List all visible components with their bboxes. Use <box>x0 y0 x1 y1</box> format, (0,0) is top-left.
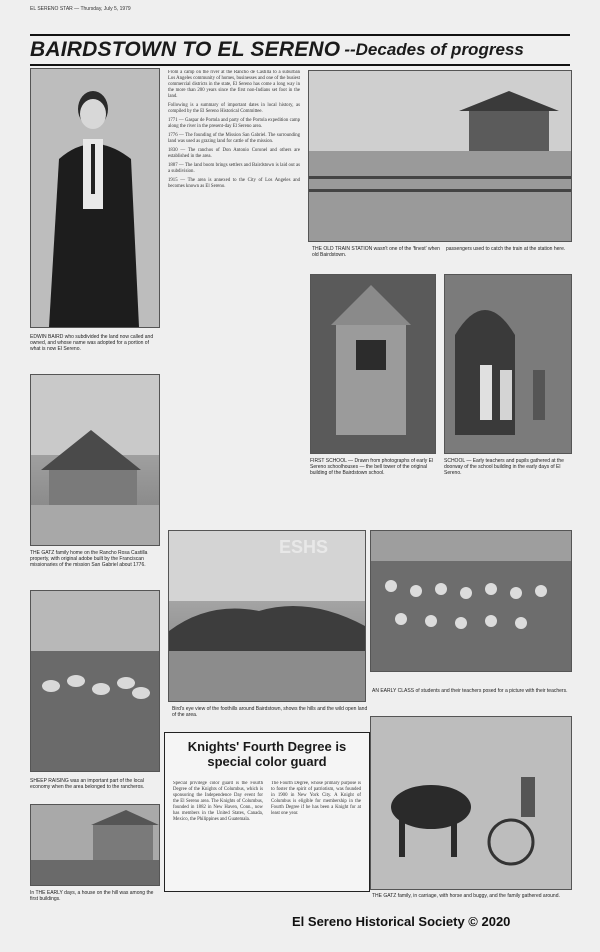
depot-scene <box>309 71 571 241</box>
article-column <box>168 70 300 530</box>
article-paragraph: 1887 — The land boom brings settlers and Bairdstown is laid out as a subdivision. <box>168 163 300 174</box>
bell-tower-scene <box>311 275 435 453</box>
headline-main: BAIRDSTOWN TO EL SERENO <box>30 38 341 61</box>
class-caption: AN EARLY CLASS of students and their teachers posed for a picture with their teachers. <box>372 688 568 694</box>
article-paragraph: 1830 — The ranchos of Don Antonio Coronel and others are established in the area. <box>168 148 300 159</box>
knights-body-left: Special privilege color guard is the Fourth Degree of the Knights of Columbus, which is sponsoring the Independence Day event for the El Sereno area. The Knights of Columbus, founded in 1882 in New Haven, Conn., now has members in the United States, Canada, Mexico, the Philippines and Guatemala. <box>173 781 263 822</box>
doorway-caption: SCHOOL — Early teachers and pupils gathered at the doorway of the school building in the early days of El Sereno. <box>444 458 564 476</box>
article-paragraph: 1771 — Gaspar de Portola and party of the Portola expedition camp along the river in the present-day El Sereno area. <box>168 118 300 129</box>
bell-tower-photo <box>310 274 436 454</box>
gatz-caption: THE GATZ family home on the Rancho Rosa Castilla property, with original adobe built by the Franciscan missionaries of the mission San Gabriel about 1776. <box>30 550 148 568</box>
doorway-photo <box>444 274 572 454</box>
headline <box>30 34 570 66</box>
newspaper-header: EL SERENO STAR — Thursday, July 5, 1979 <box>30 6 131 12</box>
portrait-caption: EDWIN BAIRD who subdivided the land now called and owned, and whose name was adopted for a portion of what is now El Sereno. <box>30 334 154 352</box>
hills-photo <box>168 530 366 702</box>
sheep-photo <box>30 590 160 772</box>
sheep-scene <box>31 591 159 771</box>
knights-title: Knights' Fourth Degree is special color guard <box>187 739 347 769</box>
class-scene <box>371 531 571 671</box>
depot-caption-right: passengers used to catch the train at the station here. <box>446 246 566 252</box>
horse-scene <box>371 717 571 889</box>
house-photo <box>30 804 160 886</box>
knights-body-right: The Fourth Degree, whose primary purpose is to foster the spirit of patriotism, was founded in 1900 in New York City. A Knight of Columbus is eligible for membership in the Fourth Degree if he has been a Knight for at least one year. <box>271 781 361 816</box>
hills-scene <box>169 531 365 701</box>
portrait-figure <box>31 69 159 327</box>
headline-sub: --Decades of progress <box>344 40 524 59</box>
depot-caption: THE OLD TRAIN STATION wasn't one of the 'finest' when old Bairdstown. <box>312 246 440 258</box>
doorway-scene <box>445 275 571 453</box>
article-paragraph: From a camp on the river at the Rancho de Castilla to a suburban Los Angeles community of homes, businesses and one of the busiest commercial districts in the state, El Sereno has come a long way in the more than 200 years since the first non-Indians set foot in the land. <box>168 70 300 99</box>
portrait-photo <box>30 68 160 328</box>
house-caption: In THE EARLY days, a house on the hill was among the first buildings. <box>30 890 154 902</box>
article-paragraph: 1915 — The area is annexed to the City of Los Angeles and becomes known as El Sereno. <box>168 178 300 189</box>
horse-caption: THE GATZ family, in carriage, with horse and buggy, and the family gathered around. <box>372 893 560 899</box>
article-paragraph: Following is a summary of important dates in local history, as compiled by the El Sereno Historical Committee. <box>168 103 300 114</box>
hills-caption: Bird's eye view of the foothills around Bairdstown, shows the hills and the wild open land of the area. <box>172 706 368 718</box>
sheep-caption: SHEEP RAISING was an important part of the local economy when the area belonged to the rancheros. <box>30 778 145 790</box>
class-photo <box>370 530 572 672</box>
bell-caption: FIRST SCHOOL — Drawn from photographs of early El Sereno schoolhouses — the bell tower of the original building of the Bairdstown school. <box>310 458 434 476</box>
photo-stamp: ESHS <box>279 537 329 557</box>
gatz-house-photo <box>30 374 160 546</box>
house-scene <box>31 805 159 885</box>
article-paragraph: 1776 — The founding of the Mission San Gabriel. The surrounding land was used as grazing land for cattle of the mission. <box>168 133 300 144</box>
depot-photo <box>308 70 572 242</box>
horse-photo <box>370 716 572 890</box>
watermark: El Sereno Historical Society © 2020 <box>292 914 511 929</box>
knights-box <box>164 732 370 892</box>
gatz-house-scene <box>31 375 159 545</box>
